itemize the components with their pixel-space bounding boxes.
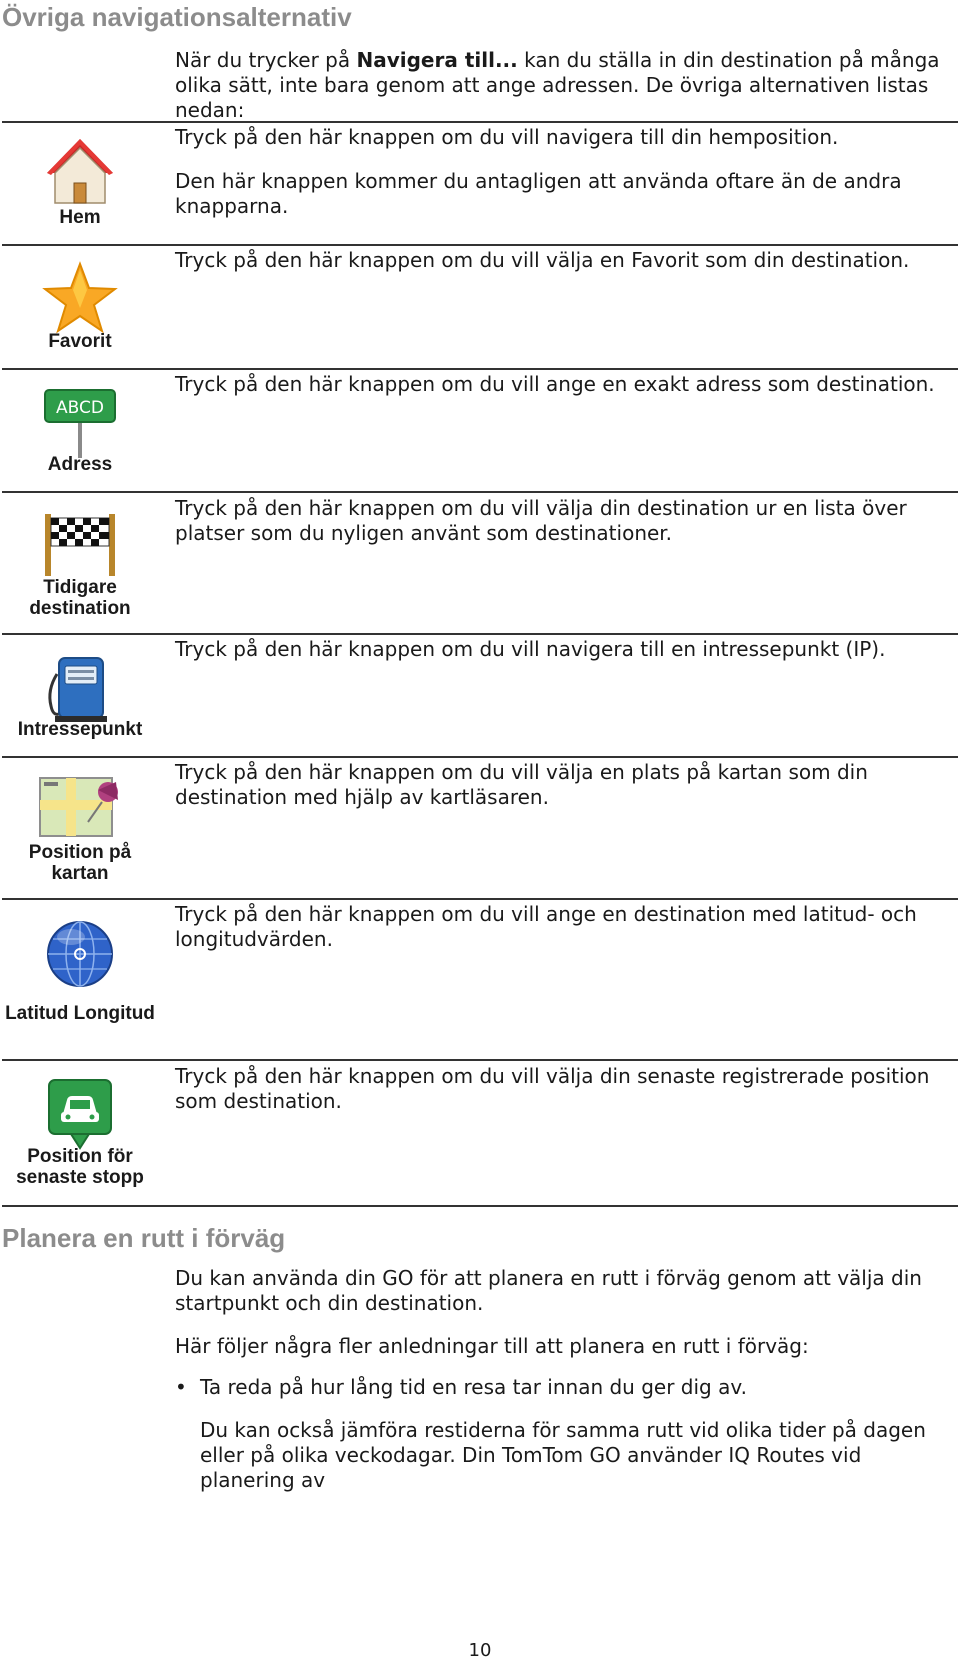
divider bbox=[2, 121, 958, 123]
star-icon[interactable] bbox=[41, 260, 119, 338]
map-pin-icon[interactable] bbox=[38, 772, 124, 842]
option-description: Tryck på den här knappen om du vill navigera till din hemposition. bbox=[175, 125, 839, 149]
home-icon[interactable] bbox=[41, 135, 119, 213]
option-label: Latitud Longitud bbox=[5, 1003, 155, 1024]
option-description: Tryck på den här knappen om du vill välja din senaste registrerade position som destination. bbox=[175, 1064, 930, 1113]
option-description: Tryck på den här knappen om du vill välja en Favorit som din destination. bbox=[175, 248, 910, 272]
divider bbox=[2, 633, 958, 635]
option-label: Tidigare destination bbox=[29, 577, 131, 619]
divider bbox=[2, 368, 958, 370]
checkered-flag-icon[interactable] bbox=[41, 508, 119, 586]
bullet-marker: • bbox=[175, 1375, 187, 1399]
divider bbox=[2, 1059, 958, 1061]
divider bbox=[2, 244, 958, 246]
fuel-pump-icon[interactable] bbox=[41, 650, 119, 728]
section-title: Övriga navigationsalternativ bbox=[2, 2, 352, 32]
globe-icon[interactable] bbox=[41, 915, 119, 993]
divider bbox=[2, 1205, 958, 1207]
bullet-item: Ta reda på hur lång tid en resa tar innan du ger dig av. bbox=[200, 1375, 747, 1399]
option-description: Tryck på den här knappen om du vill navigera till en intressepunkt (IP). bbox=[175, 637, 886, 661]
option-description: Tryck på den här knappen om du vill ange en exakt adress som destination. bbox=[175, 372, 935, 396]
option-label: Intressepunkt bbox=[17, 719, 143, 740]
option-description: Den här knappen kommer du antagligen att använda oftare än de andra knapparna. bbox=[175, 169, 902, 218]
option-description: Tryck på den här knappen om du vill välja en plats på kartan som din destination med hjälp av kartläsaren. bbox=[175, 760, 868, 809]
divider bbox=[2, 898, 958, 900]
section-title: Planera en rutt i förväg bbox=[2, 1223, 286, 1253]
option-label: Position för senaste stopp bbox=[16, 1146, 144, 1188]
option-label: Adress bbox=[47, 454, 113, 475]
paragraph: Du kan använda din GO för att planera en rutt i förväg genom att välja din startpunkt och din destination. bbox=[175, 1266, 922, 1315]
option-label: Favorit bbox=[48, 331, 112, 352]
option-description: Tryck på den här knappen om du vill välja din destination ur en lista över platser som du nyligen använt som destinationer. bbox=[175, 496, 907, 545]
address-sign-icon[interactable] bbox=[41, 384, 119, 462]
divider bbox=[2, 491, 958, 493]
paragraph: Här följer några fler anledningar till att planera en rutt i förväg: bbox=[175, 1334, 809, 1358]
option-description: Tryck på den här knappen om du vill ange en destination med latitud- och longitudvärden. bbox=[175, 902, 917, 951]
svg-text:ABCD: ABCD bbox=[56, 398, 104, 418]
divider bbox=[2, 756, 958, 758]
intro-paragraph: När du trycker på Navigera till... kan du ställa in din destination på många olika sätt, inte bara genom att ange adressen. De övriga alternativen listas nedan: bbox=[175, 48, 940, 122]
car-marker-icon[interactable] bbox=[41, 1076, 119, 1154]
option-label: Position på kartan bbox=[28, 842, 132, 884]
option-label: Hem bbox=[59, 207, 101, 228]
paragraph: Du kan också jämföra restiderna för samma rutt vid olika tider på dagen eller på olika veckodagar. Din TomTom GO använder IQ Routes vid planering av bbox=[200, 1418, 926, 1492]
page-number: 10 bbox=[468, 1640, 492, 1661]
